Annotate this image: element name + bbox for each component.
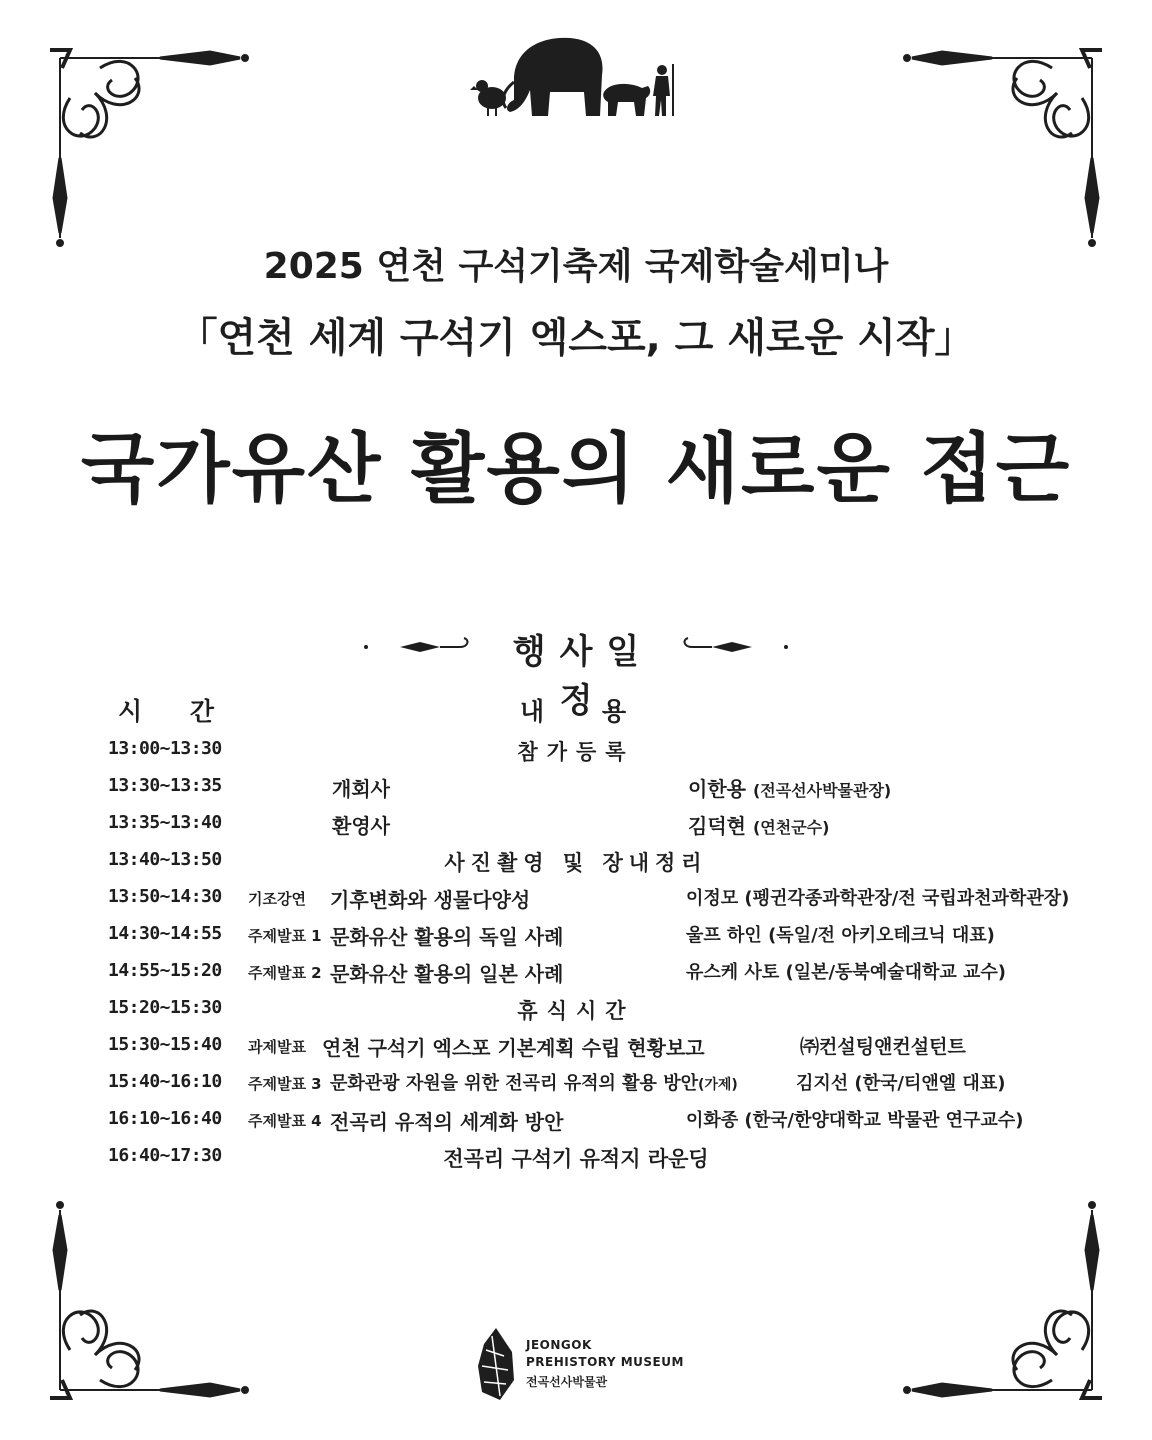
- ornament-icon: [40, 38, 250, 248]
- schedule-row: [0, 732, 1152, 766]
- row-time: 13:40~13:50: [108, 849, 222, 870]
- ornament-icon: [40, 1200, 250, 1410]
- row-speaker: 울프 하인 (독일/전 아키오테크닉 대표): [686, 925, 995, 946]
- ornament-icon: [902, 38, 1112, 248]
- row-title: 환영사: [332, 814, 390, 838]
- schedule-row: [0, 1028, 1152, 1062]
- row-title: 문화관광 자원을 위한 전곡리 유적의 활용 방안(가제): [330, 1073, 738, 1094]
- row-time: 14:55~15:20: [108, 960, 222, 981]
- row-title: 문화유산 활용의 일본 사례: [330, 962, 564, 986]
- column-header-char: 용: [601, 697, 630, 726]
- schedule-row: [0, 1102, 1152, 1136]
- row-time: 13:35~13:40: [108, 812, 222, 833]
- row-time: 15:40~16:10: [108, 1071, 222, 1092]
- row-category: 주제발표 2: [248, 964, 322, 982]
- row-center-text: 참가등록: [517, 740, 635, 764]
- row-category: 주제발표 3: [248, 1075, 322, 1093]
- corner-ornament-bottom-left: [40, 1200, 250, 1410]
- row-title: 문화유산 활용의 독일 사례: [330, 925, 564, 949]
- column-header-char: 간: [189, 697, 218, 726]
- row-speaker: ㈜컨설팅앤컨설턴트: [800, 1036, 966, 1058]
- row-category: 기조강연: [248, 890, 306, 908]
- schedule-heading: [0, 624, 1152, 721]
- row-speaker: 이화종 (한국/한양대학교 박물관 연구교수): [686, 1110, 1024, 1131]
- row-title: 연천 구석기 엑스포 기본계획 수립 현황보고: [322, 1036, 705, 1060]
- schedule-row: [0, 1139, 1152, 1173]
- schedule-row: [0, 991, 1152, 1025]
- museum-logo: [474, 1326, 684, 1402]
- human-icon: [653, 64, 674, 116]
- row-time: 15:20~15:30: [108, 997, 222, 1018]
- column-header-char: 내: [520, 697, 549, 726]
- column-header-content: [520, 692, 630, 728]
- schedule-row: [0, 806, 1152, 840]
- left-flourish-icon: [360, 632, 480, 662]
- schedule-row: [0, 769, 1152, 803]
- logo-line-2: PREHISTORY MUSEUM: [526, 1355, 684, 1369]
- schedule-title: 행사일정: [512, 632, 654, 721]
- dodo-icon: [470, 80, 506, 116]
- sabretooth-icon: [603, 84, 650, 116]
- corner-ornament-top-left: [40, 38, 250, 248]
- schedule-row: [0, 954, 1152, 988]
- row-center-text: 휴식시간: [517, 999, 635, 1023]
- row-time: 13:30~13:35: [108, 775, 222, 796]
- page-title: 국가유산 활용의 새로운 접근: [80, 424, 1072, 513]
- row-time: 14:30~14:55: [108, 923, 222, 944]
- column-header-time: [118, 692, 218, 728]
- row-center-text: 전곡리 구석기 유적지 라운딩: [443, 1147, 709, 1171]
- row-time: 15:30~15:40: [108, 1034, 222, 1055]
- row-time: 13:50~14:30: [108, 886, 222, 907]
- column-header-char: 시: [118, 697, 147, 726]
- right-flourish-icon: [672, 632, 792, 662]
- row-category: 주제발표 4: [248, 1112, 322, 1130]
- schedule-row: [0, 843, 1152, 877]
- corner-ornament-bottom-right: [902, 1200, 1112, 1410]
- row-title: 개회사: [332, 777, 390, 801]
- schedule-row: [0, 917, 1152, 951]
- row-speaker: 김덕현 (연천군수): [688, 814, 830, 838]
- row-time: 13:00~13:30: [108, 738, 222, 759]
- row-speaker: 유스케 사토 (일본/동북예술대학교 교수): [686, 962, 1007, 983]
- row-speaker: 이한용 (전곡선사박물관장): [688, 777, 892, 801]
- prehistoric-animals-illustration: [470, 30, 684, 120]
- event-theme: 「연천 세계 구석기 엑스포, 그 새로운 시작」: [177, 315, 975, 361]
- row-time: 16:10~16:40: [108, 1108, 222, 1129]
- row-speaker: 이정모 (펭귄각종과학관장/전 국립과천과학관장): [686, 888, 1070, 909]
- logo-line-3: 전곡선사박물관: [526, 1375, 608, 1389]
- row-center-text: 사진촬영 및 장내정리: [444, 851, 708, 875]
- row-speaker: 김지선 (한국/티앤엘 대표): [796, 1073, 1006, 1094]
- row-time: 16:40~17:30: [108, 1145, 222, 1166]
- event-subtitle: 2025 연천 구석기축제 국제학술세미나: [263, 246, 889, 287]
- schedule-row: [0, 1065, 1152, 1099]
- row-category: 과제발표: [248, 1038, 306, 1056]
- row-title: 전곡리 유적의 세계화 방안: [330, 1110, 564, 1134]
- corner-ornament-top-right: [902, 38, 1112, 248]
- ornament-icon: [902, 1200, 1112, 1410]
- mammoth-icon: [503, 38, 602, 116]
- logo-line-1: JEONGOK: [526, 1338, 592, 1352]
- row-title: 기후변화와 생물다양성: [330, 888, 531, 912]
- hand-axe-icon: [474, 1326, 518, 1402]
- row-category: 주제발표 1: [248, 927, 322, 945]
- schedule-row: [0, 880, 1152, 914]
